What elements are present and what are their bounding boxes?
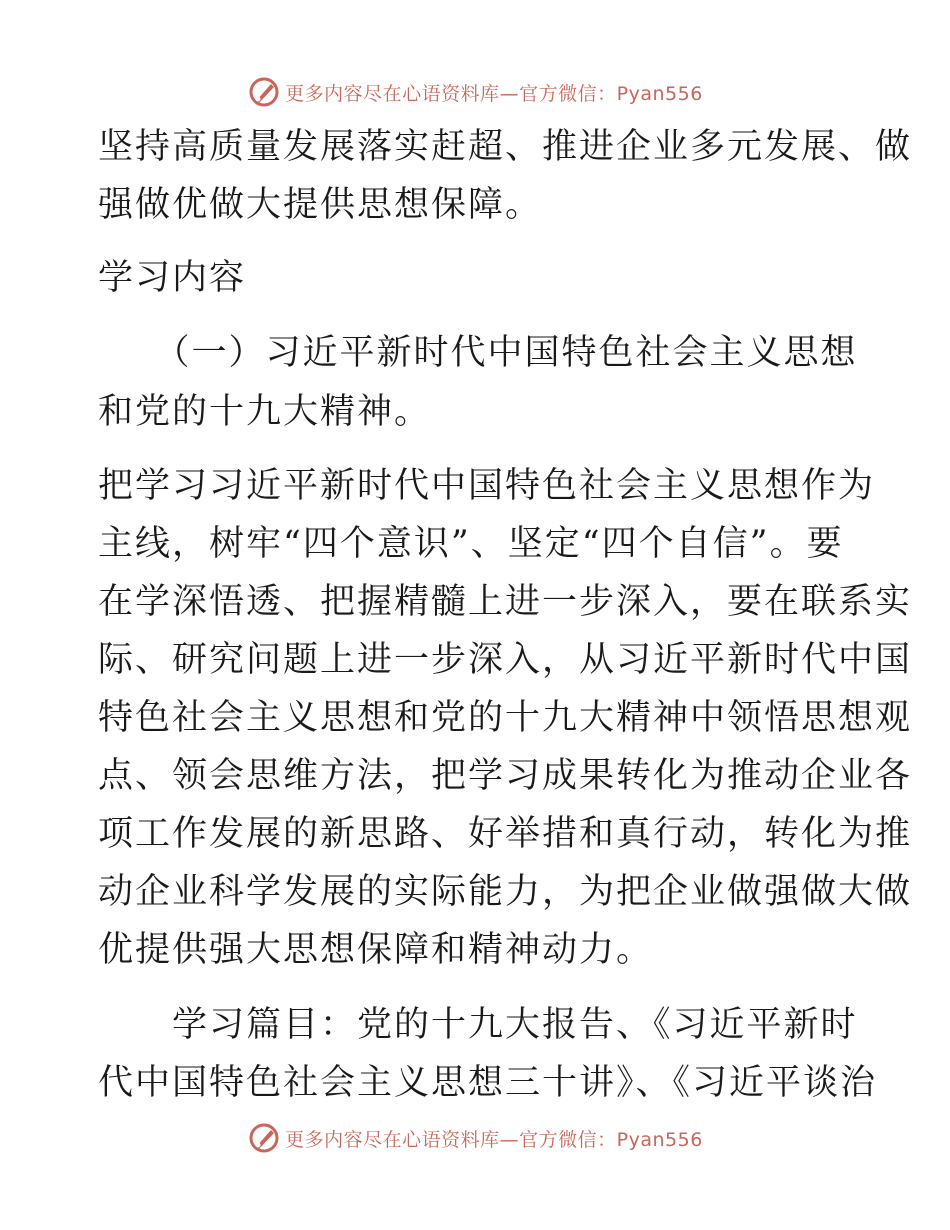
quill-logo-icon [247,1121,281,1155]
header-watermark [0,72,950,112]
paragraph-line: 优提供强大思想保障和精神动力。 [98,930,654,970]
section-heading: 学习内容 [98,258,247,298]
paragraph-line: 代中国特色社会主义思想三十讲》、《习近平谈治 [98,1063,878,1103]
paragraph-line: 强做优做大提供思想保障。 [98,185,543,225]
quill-logo-icon [247,75,281,109]
paragraph-line: 点、领会思维方法，把学习成果转化为推动企业各 [98,756,913,796]
paragraph-line: 学习篇目：党的十九大报告、《习近平新时 [98,1005,858,1045]
paragraph-line: 把学习习近平新时代中国特色社会主义思想作为 [98,466,876,506]
paragraph-line: 坚持高质量发展落实赶超、推进企业多元发展、做 [98,127,913,167]
footer-watermark [0,1118,950,1158]
watermark-text: 更多内容尽在心语资料库—官方微信：Pyan556 [285,82,703,105]
watermark-text: 更多内容尽在心语资料库—官方微信：Pyan556 [285,1128,703,1151]
paragraph-line: 特色社会主义思想和党的十九大精神中领悟思想观 [98,698,913,738]
paragraph-line: 项工作发展的新思路、好举措和真行动，转化为推 [98,814,913,854]
paragraph-line: 际、研究问题上进一步深入，从习近平新时代中国 [98,640,913,680]
paragraph-line: 在学深悟透、把握精髓上进一步深入，要在联系实 [98,582,913,622]
paragraph-line: 动企业科学发展的实际能力，为把企业做强做大做 [98,872,913,912]
subsection-heading: （一）习近平新时代中国特色社会主义思想 [98,333,858,373]
paragraph-line: 主线，树牢“四个意识”、坚定“四个自信”。要 [98,524,844,564]
subsection-heading: 和党的十九大精神。 [98,392,432,432]
